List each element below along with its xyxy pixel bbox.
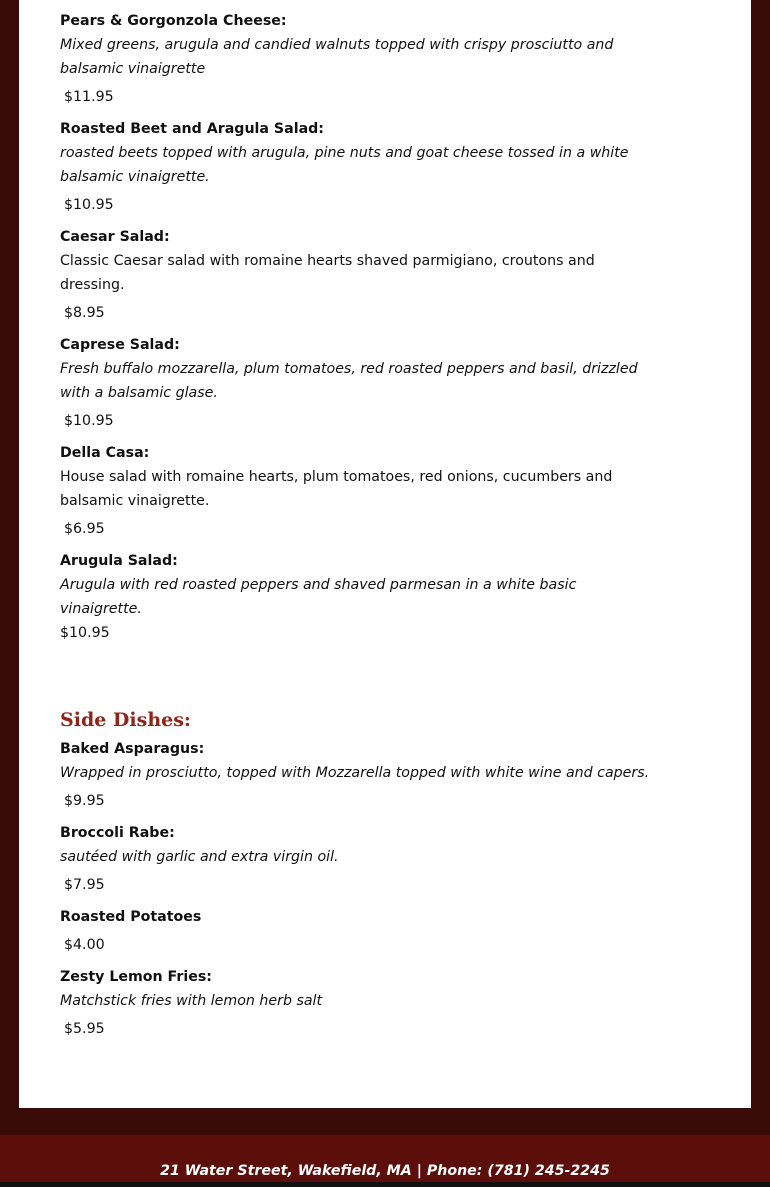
item-price: $5.95: [64, 1021, 105, 1037]
item-name: Caprese Salad:: [60, 337, 180, 353]
menu-page: [19, 0, 751, 1108]
item-price: $9.95: [64, 793, 105, 809]
menu-item-pears-gorgonzola: [60, 9, 660, 109]
item-price: $4.00: [64, 937, 105, 953]
item-price: $7.95: [64, 877, 105, 893]
section-heading-side-dishes: Side Dishes:: [60, 709, 191, 731]
item-name: Zesty Lemon Fries:: [60, 969, 212, 985]
item-description: Arugula with red roasted peppers and shaved parmesan in a white basic vinaigrette.: [60, 577, 577, 617]
menu-item-baked-asparagus: [60, 737, 660, 813]
menu-item-arugula: [60, 549, 660, 645]
item-name: Pears & Gorgonzola Cheese:: [60, 13, 287, 29]
item-description: roasted beets topped with arugula, pine nuts and goat cheese tossed in a white balsamic vinaigrette.: [60, 145, 629, 185]
item-name: Roasted Beet and Aragula Salad:: [60, 121, 324, 137]
item-name: Broccoli Rabe:: [60, 825, 175, 841]
item-name: Arugula Salad:: [60, 553, 178, 569]
item-price: $8.95: [64, 305, 105, 321]
item-price: $10.95: [64, 413, 114, 429]
item-price: $10.95: [64, 197, 114, 213]
menu-item-roasted-beet: [60, 117, 660, 217]
item-description: Matchstick fries with lemon herb salt: [60, 993, 323, 1009]
menu-item-della-casa: [60, 441, 660, 541]
item-description: sautéed with garlic and extra virgin oil.: [60, 849, 339, 865]
menu-content: [60, 9, 660, 1049]
item-name: Baked Asparagus:: [60, 741, 205, 757]
menu-item-caprese: [60, 333, 660, 433]
item-name: Roasted Potatoes: [60, 909, 202, 925]
footer-address: 21 Water Street, Wakefield, MA | Phone: (781) 245-2245: [160, 1163, 610, 1179]
site-footer: [0, 1135, 770, 1182]
item-name: Caesar Salad:: [60, 229, 170, 245]
item-description: Wrapped in prosciutto, topped with Mozzarella topped with white wine and capers.: [60, 765, 650, 781]
item-description: Classic Caesar salad with romaine hearts shaved parmigiano, croutons and dressing.: [60, 253, 595, 293]
menu-item-broccoli-rabe: [60, 821, 660, 897]
item-description: Mixed greens, arugula and candied walnuts topped with crispy prosciutto and balsamic vinaigrette: [60, 37, 614, 77]
bottom-bar: [0, 1182, 770, 1187]
item-price: $10.95: [60, 625, 110, 641]
item-price: $11.95: [64, 89, 114, 105]
item-name: Della Casa:: [60, 445, 150, 461]
item-price: $6.95: [64, 521, 105, 537]
section-spacer: [60, 653, 660, 707]
menu-item-caesar: [60, 225, 660, 325]
item-description: Fresh buffalo mozzarella, plum tomatoes, red roasted peppers and basil, drizzled with a balsamic glase.: [60, 361, 638, 401]
menu-item-roasted-potatoes: [60, 905, 660, 957]
menu-item-zesty-lemon-fries: [60, 965, 660, 1041]
item-description: House salad with romaine hearts, plum tomatoes, red onions, cucumbers and balsamic vinaigrette.: [60, 469, 613, 509]
